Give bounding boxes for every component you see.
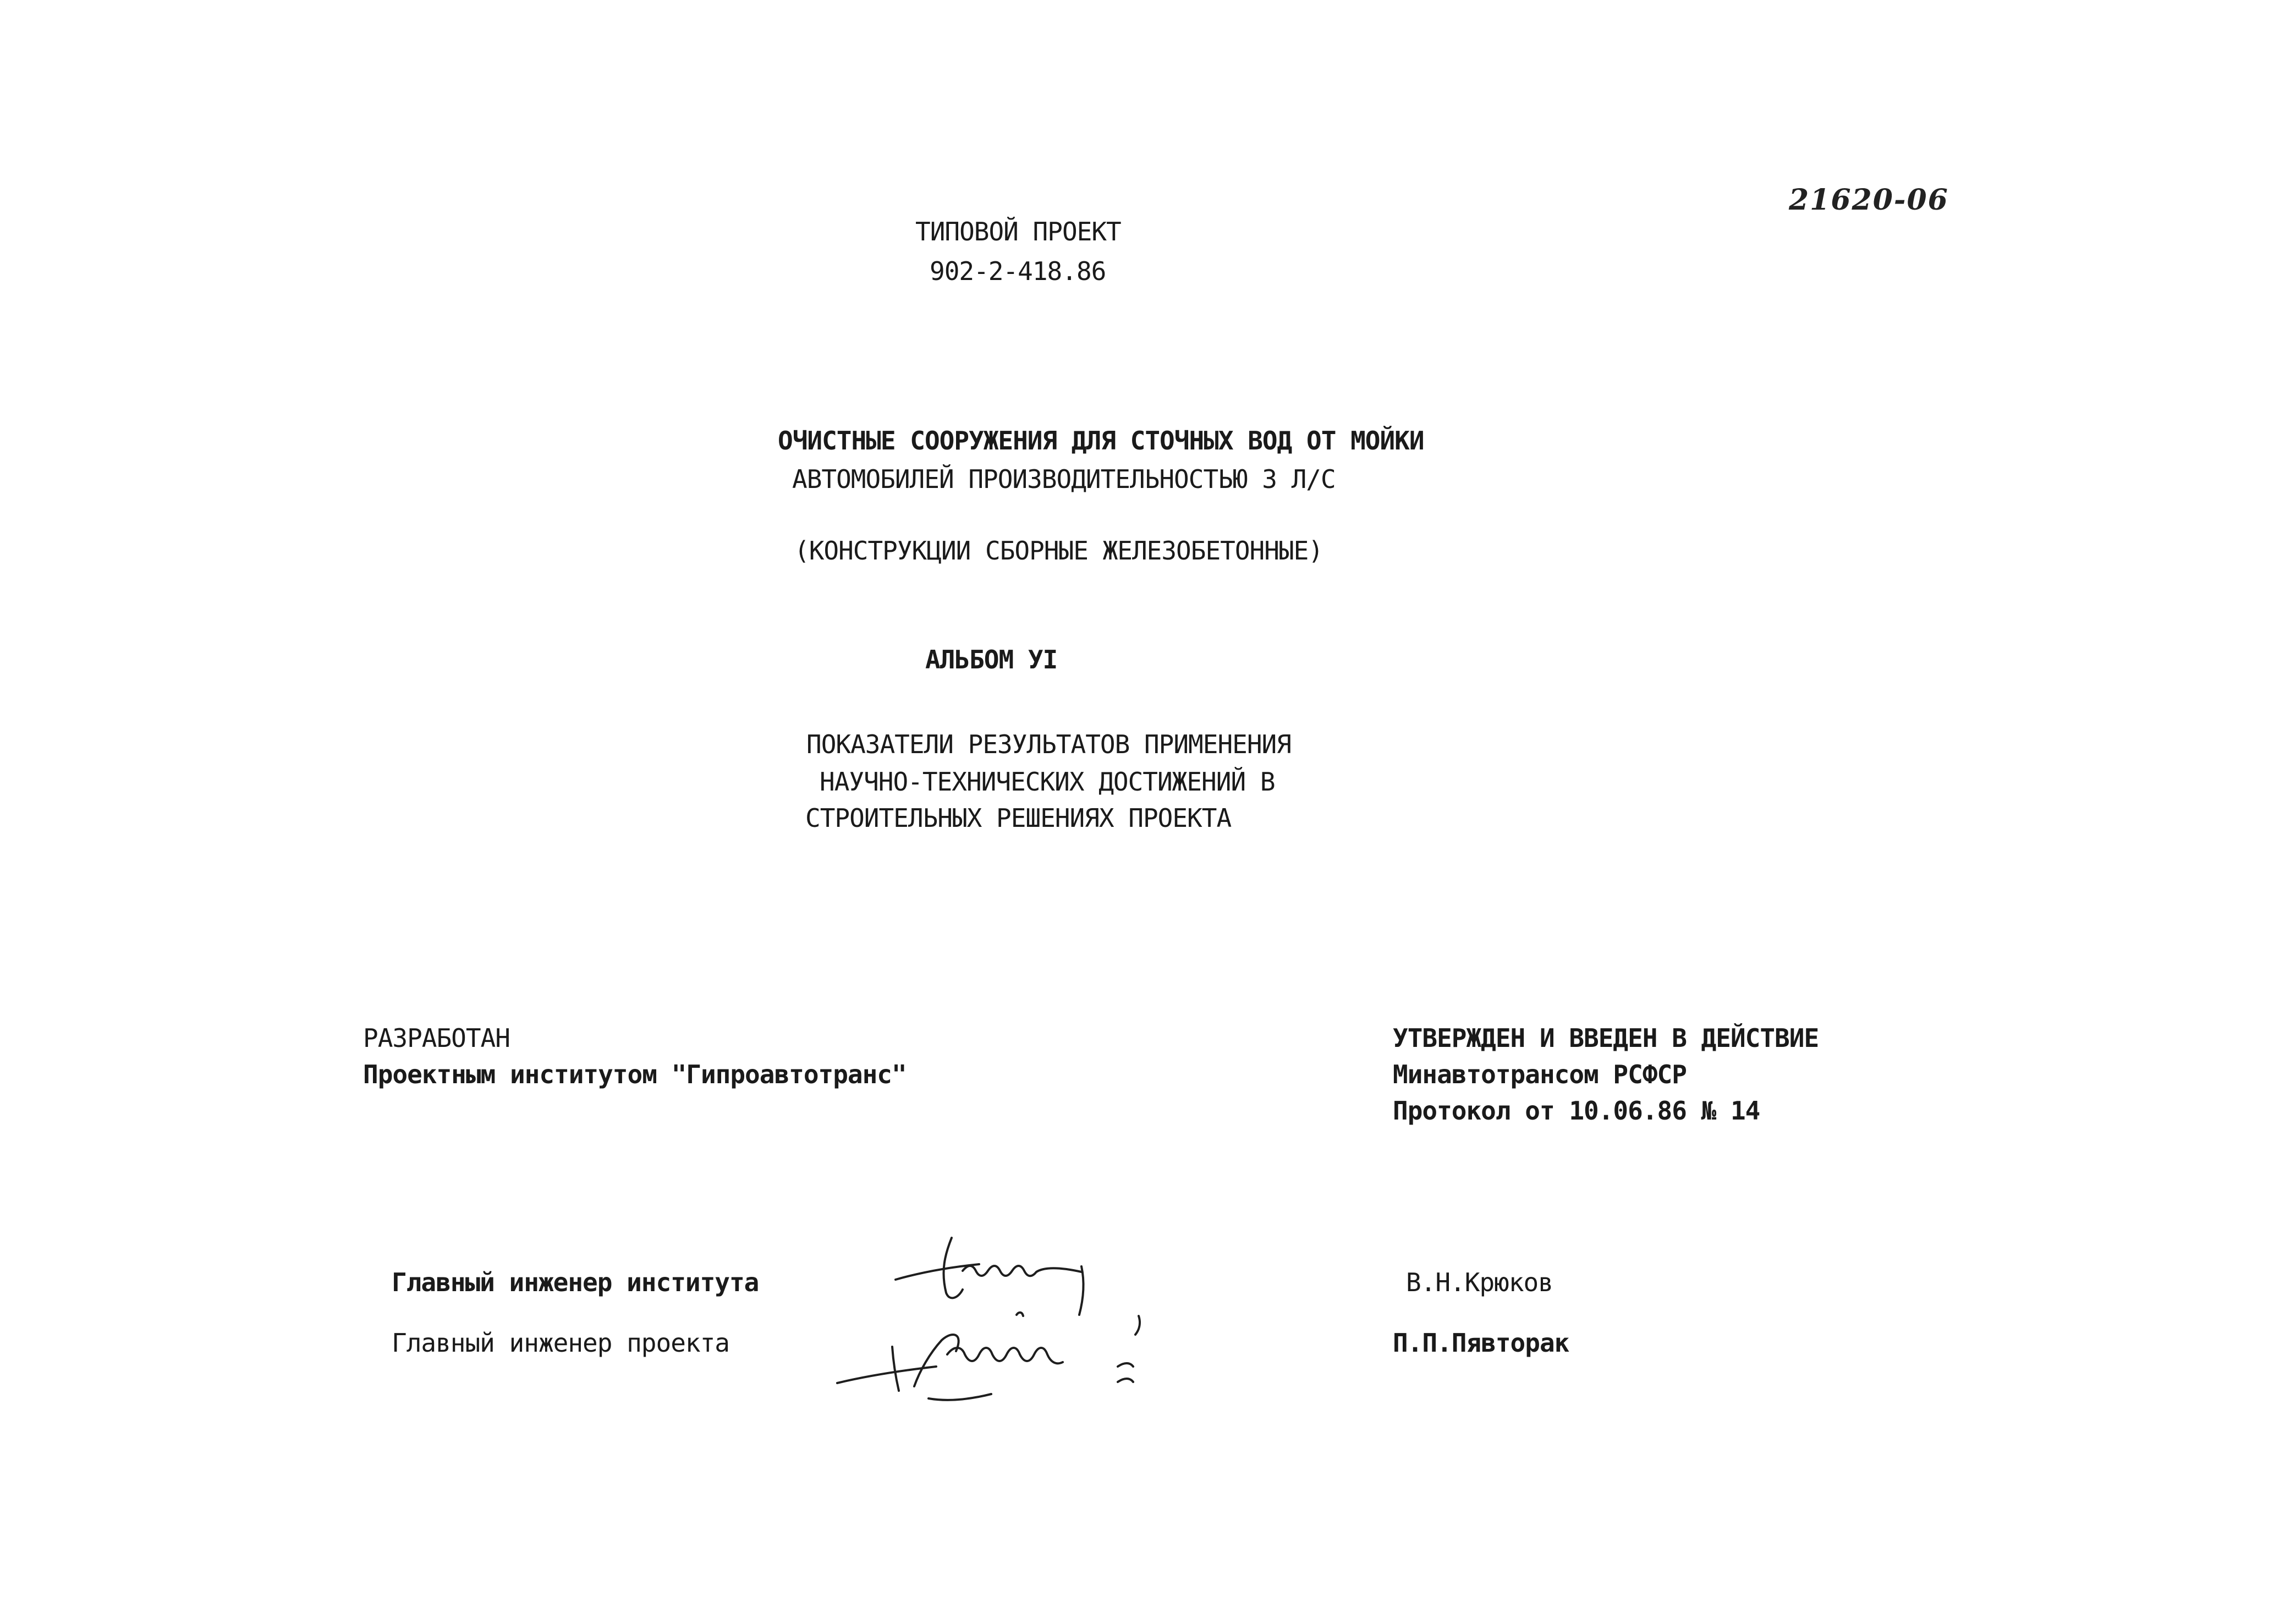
title-line-2: АВТОМОБИЛЕЙ ПРОИЗВОДИТЕЛЬНОСТЬЮ 3 Л/С: [792, 464, 1336, 494]
project-number: 902-2-418.86: [930, 256, 1106, 286]
signature-2-image: [832, 1294, 1195, 1409]
signatory-role-2: Главный инженер проекта: [392, 1328, 729, 1358]
signatory-name-1: В.Н.Крюков: [1406, 1268, 1553, 1297]
subtitle-line-3: СТРОИТЕЛЬНЫХ РЕШЕНИЯХ ПРОЕКТА: [805, 803, 1232, 833]
subtitle-line-1: ПОКАЗАТЕЛИ РЕЗУЛЬТАТОВ ПРИМЕНЕНИЯ: [806, 729, 1291, 759]
title-line-1: ОЧИСТНЫЕ СООРУЖЕНИЯ ДЛЯ СТОЧНЫХ ВОД ОТ МОЙКИ: [778, 426, 1424, 456]
signatory-role-1: Главный инженер института: [392, 1268, 759, 1297]
subtitle-line-2: НАУЧНО-ТЕХНИЧЕСКИХ ДОСТИЖЕНИЙ В: [820, 767, 1275, 797]
archive-number: 21620-06: [1789, 183, 1949, 217]
developed-by: Проектным институтом "Гипроавтотранс": [363, 1060, 907, 1089]
album-number: АЛЬБОМ УI: [925, 645, 1058, 674]
approval-protocol: Протокол от 10.06.86 № 14: [1393, 1096, 1760, 1126]
project-type: ТИПОВОЙ ПРОЕКТ: [915, 217, 1121, 246]
signatory-name-2: П.П.Пявторак: [1393, 1328, 1569, 1358]
approved-label: УТВЕРЖДЕН И ВВЕДЕН В ДЕЙСТВИЕ: [1393, 1023, 1819, 1053]
construction-type: (КОНСТРУКЦИИ СБОРНЫЕ ЖЕЛЕЗОБЕТОННЫЕ): [794, 536, 1323, 566]
developed-label: РАЗРАБОТАН: [363, 1023, 510, 1053]
approved-by: Минавтотрансом РСФСР: [1393, 1060, 1687, 1089]
